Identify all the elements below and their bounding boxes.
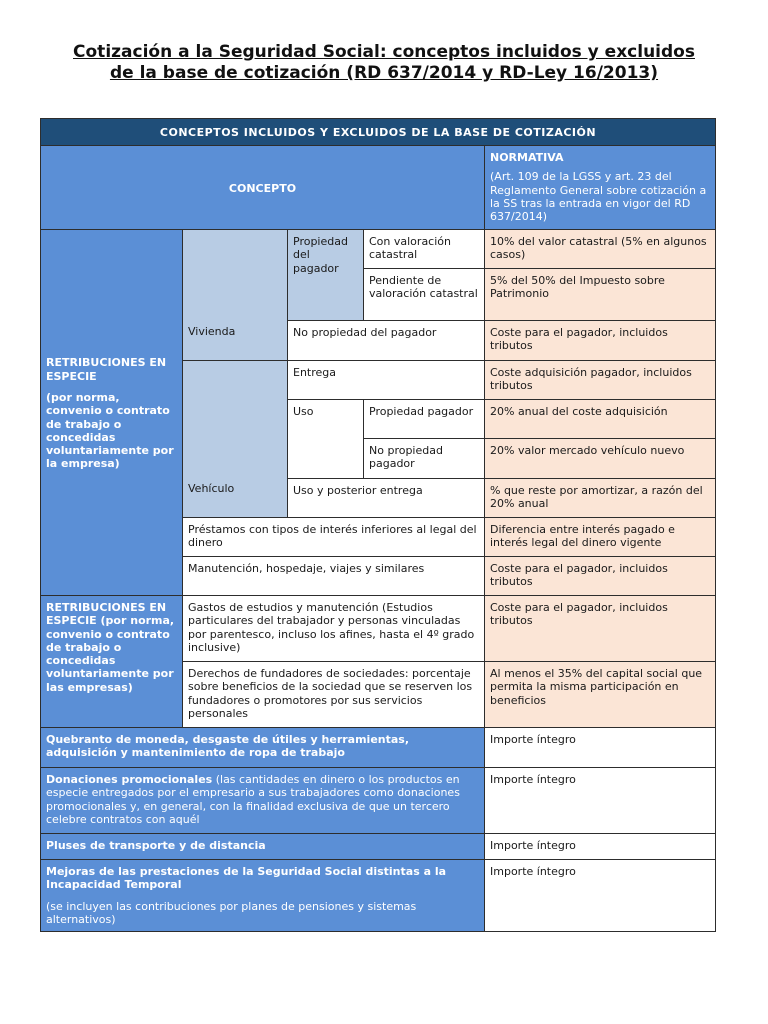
no-propiedad-label: No propiedad del pagador: [288, 321, 485, 361]
vivienda-label: Vivienda: [183, 230, 288, 361]
concepts-table: [40, 118, 716, 932]
concept-column-header: CONCEPTO: [41, 146, 485, 230]
title-line-1: Cotización a la Seguridad Social: conceptos incluidos y excluidos: [73, 42, 695, 62]
estudios-value: Coste para el pagador, incluidos tributos: [485, 596, 716, 662]
pendiente-value: 5% del 50% del Impuesto sobre Patrimonio: [485, 269, 716, 321]
donaciones-bold: Donaciones promocionales: [46, 773, 213, 786]
table-header: CONCEPTOS INCLUIDOS Y EXCLUIDOS DE LA BASE DE COTIZACIÓN: [41, 119, 716, 146]
uso-no-propiedad-label: No propiedad pagador: [364, 439, 485, 479]
donaciones-label: [41, 768, 485, 834]
con-valoracion-value: 10% del valor catastral (5% en algunos casos): [485, 230, 716, 269]
uso-propiedad-value: 20% anual del coste adquisición: [485, 400, 716, 439]
prestamos-value: Diferencia entre interés pagado e interés legal del dinero vigente: [485, 518, 716, 557]
uso-propiedad-label: Propiedad pagador: [364, 400, 485, 439]
mejoras-label: [41, 860, 485, 932]
group-retribuciones-especie-2: RETRIBUCIONES EN ESPECIE (por norma, convenio o contrato de trabajo o concedidas voluntariamente por las empresas): [41, 596, 183, 728]
group1-label: RETRIBUCIONES EN ESPECIE: [46, 356, 167, 383]
uso-posterior-label: Uso y posterior entrega: [288, 479, 485, 518]
estudios-label: Gastos de estudios y manutención (Estudios particulares del trabajador y personas vinculadas por parentesco, incluso los afines, hasta el 4º grado inclusive): [183, 596, 485, 662]
uso-label: Uso: [288, 400, 364, 479]
title-line-2: de la base de cotización (RD 637/2014 y RD-Ley 16/2013): [109, 63, 659, 83]
entrega-value: Coste adquisición pagador, incluidos tributos: [485, 361, 716, 400]
fundadores-value: Al menos el 35% del capital social que permita la misma participación en beneficios: [485, 662, 716, 728]
group1-sub: (por norma, convenio o contrato de trabajo o concedidas voluntariamente por la empresa): [46, 390, 174, 471]
entrega-label: Entrega: [288, 361, 485, 400]
fundadores-label: Derechos de fundadores de sociedades: porcentaje sobre beneficios de la sociedad que se reserven los fundadores o promotores por sus servicios personales: [183, 662, 485, 728]
uso-posterior-value: % que reste por amortizar, a razón del 20% anual: [485, 479, 716, 518]
quebranto-value: Importe íntegro: [485, 728, 716, 768]
propiedad-pagador-label: Propiedad del pagador: [288, 230, 364, 321]
quebranto-label: Quebranto de moneda, desgaste de útiles y herramientas, adquisición y mantenimiento de ropa de trabajo: [41, 728, 485, 768]
group-retribuciones-especie: [41, 230, 183, 596]
donaciones-value: Importe íntegro: [485, 768, 716, 834]
pendiente-label: Pendiente de valoración catastral: [364, 269, 485, 321]
normativa-description: (Art. 109 de la LGSS y art. 23 del Reglamento General sobre cotización a la SS tras la entrada en vigor del RD 637/2014): [490, 170, 707, 224]
con-valoracion-label: Con valoración catastral: [364, 230, 485, 269]
pluses-value: Importe íntegro: [485, 834, 716, 860]
manutencion-value: Coste para el pagador, incluidos tributos: [485, 557, 716, 596]
normativa-column-header: [485, 146, 716, 230]
manutencion-label: Manutención, hospedaje, viajes y similares: [183, 557, 485, 596]
no-propiedad-value: Coste para el pagador, incluidos tributos: [485, 321, 716, 361]
normativa-title: NORMATIVA: [490, 151, 564, 164]
mejoras-title: Mejoras de las prestaciones de la Seguridad Social distintas a la Incapacidad Temporal: [46, 865, 447, 892]
document-title: [0, 42, 768, 84]
donaciones-rest: (las cantidades en dinero o los productos en especie entregados por el empresario a sus trabajadores como donaciones promocionales y, en general, con la finalidad exclusiva de que un tercero celebre contratos con aquél: [46, 773, 460, 826]
pluses-label: Pluses de transporte y de distancia: [41, 834, 485, 860]
prestamos-label: Préstamos con tipos de interés inferiores al legal del dinero: [183, 518, 485, 557]
vehiculo-label: Vehículo: [183, 361, 288, 518]
mejoras-value: Importe íntegro: [485, 860, 716, 932]
uso-no-propiedad-value: 20% valor mercado vehículo nuevo: [485, 439, 716, 479]
mejoras-sub: (se incluyen las contribuciones por planes de pensiones y sistemas alternativos): [46, 899, 417, 926]
